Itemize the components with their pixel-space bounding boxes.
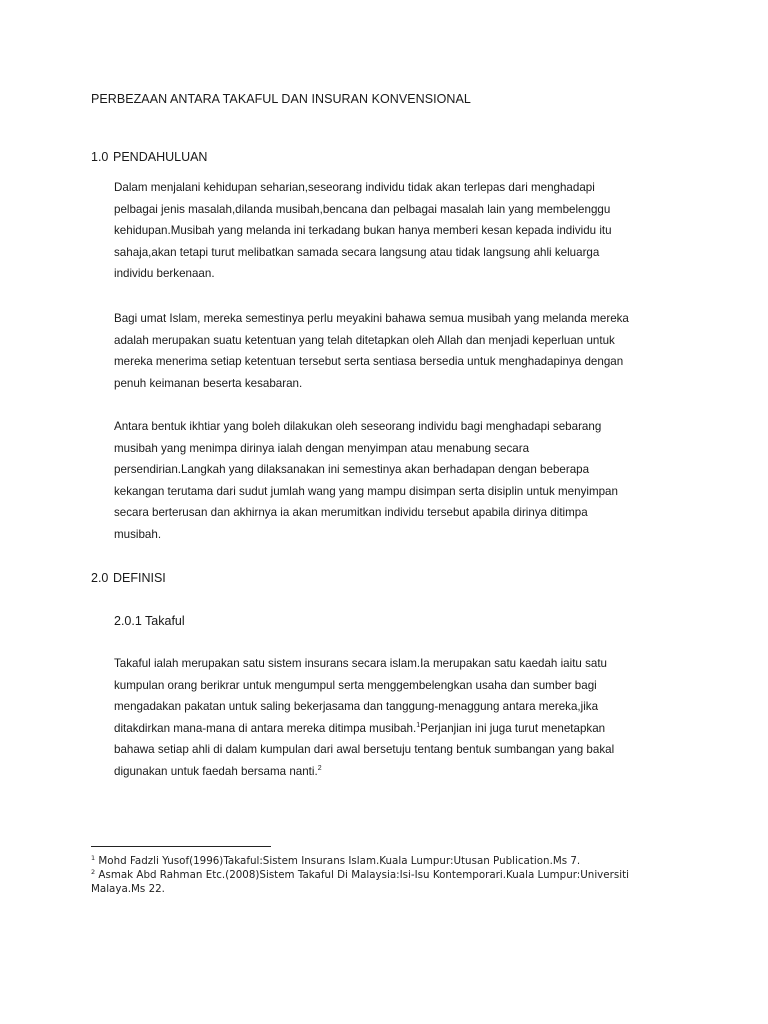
paragraph-line: Bagi umat Islam, mereka semestinya perlu meyakini bahawa semua musibah yang melanda mereka (114, 312, 629, 325)
section-heading-pendahuluan (91, 150, 207, 164)
paragraph-line: kumpulan orang berikrar untuk mengumpul serta menggembelengkan usaha dan sumber bagi (114, 678, 597, 692)
paragraph-line: sahaja,akan tetapi turut melibatkan samada secara langsung atau tidak langsung ahli keluarga (114, 245, 600, 259)
paragraph-line: musibah yang menimpa dirinya ialah dengan menyimpan atau menabung secara (114, 441, 530, 455)
paragraph-takaful (114, 653, 684, 783)
paragraph-line: mereka menerima setiap ketentuan tersebut serta sentiasa bersedia untuk menghadapinya dengan (114, 355, 624, 369)
paragraph-line: kehidupan.Musibah yang melanda ini terkadang bukan hanya memberi kesan kepada individu itu (114, 224, 612, 238)
paragraph-line: pelbagai jenis masalah,dilanda musibah,bencana dan pelbagai masalah lain yang membelenggu (114, 202, 611, 216)
footnote-text: Asmak Abd Rahman Etc.(2008)Sistem Takaful Di Malaysia:Isi-Isu Kontemporari.Kuala Lumpur:Universiti (98, 869, 629, 881)
paragraph-1 (114, 177, 684, 285)
paragraph-line: Dalam menjalani kehidupan seharian,seseorang individu tidak akan terlepas dari menghadapi (114, 181, 595, 194)
footnote-2 (91, 869, 691, 896)
paragraph-line: adalah merupakan suatu ketentuan yang telah ditetapkan oleh Allah dan menjadi keperluan untuk (114, 333, 615, 347)
paragraph-line: individu berkenaan. (114, 267, 215, 281)
text-run: digunakan untuk faedah bersama nanti. (114, 764, 318, 778)
paragraph-3 (114, 416, 684, 546)
paragraph-line: persendirian.Langkah yang dilaksanakan ini semestinya akan berhadapan dengan beberapa (114, 463, 590, 477)
footnote-reference-2[interactable]: 2 (317, 764, 322, 772)
paragraph-line: bahawa setiap ahli di dalam kumpulan dari awal bersetuju tentang bentuk sumbangan yang bakal (114, 743, 615, 757)
footnote-text: Mohd Fadzli Yusof(1996)Takaful:Sistem Insurans Islam.Kuala Lumpur:Utusan Publication.Ms 7. (98, 855, 581, 867)
section-number: 2.0 (91, 571, 109, 585)
subsection-heading-takaful: 2.0.1 Takaful (114, 614, 185, 628)
paragraph-2 (114, 308, 684, 394)
footnote-line: Malaya.Ms 22. (91, 882, 165, 895)
footnote-separator (91, 846, 271, 847)
paragraph-line: Takaful ialah merupakan satu sistem insurans secara islam.Ia merupakan satu kaedah iaitu satu (114, 657, 607, 670)
footnote-line (91, 855, 691, 869)
paragraph-line: Antara bentuk ikhtiar yang boleh dilakukan oleh seseorang individu bagi menghadapi sebarang (114, 420, 602, 433)
section-number: 1.0 (91, 150, 109, 164)
footnote-number: 2 (91, 868, 96, 876)
section-heading-definisi (91, 571, 166, 585)
paragraph-line (114, 718, 684, 740)
footnote-line (91, 869, 691, 883)
footnote-reference-1[interactable]: 1 (416, 721, 421, 729)
paragraph-line: secara berterusan dan akhirnya ia akan merumitkan individu tersebut apabila dirinya ditimpa (114, 506, 588, 520)
paragraph-line: musibah. (114, 527, 162, 541)
paragraph-line: penuh keimanan beserta kesabaran. (114, 376, 303, 390)
text-run: ditakdirkan mana-mana di antara mereka ditimpa musibah. (114, 721, 417, 735)
footnote-1 (91, 855, 691, 869)
text-run: Perjanjian ini juga turut menetapkan (420, 721, 606, 735)
paragraph-line (114, 761, 684, 783)
section-title: PENDAHULUAN (113, 150, 208, 164)
paragraph-line: kekangan terutama dari sudut jumlah wang yang mampu disimpan serta disiplin untuk menyimpan (114, 484, 618, 498)
document-title: PERBEZAAN ANTARA TAKAFUL DAN INSURAN KONVENSIONAL (91, 92, 471, 106)
section-title: DEFINISI (113, 571, 166, 585)
footnote-number: 1 (91, 854, 96, 862)
paragraph-line: mengadakan pakatan untuk saling bekerjasama dan tanggung-menaggung antara mereka,jika (114, 700, 599, 714)
